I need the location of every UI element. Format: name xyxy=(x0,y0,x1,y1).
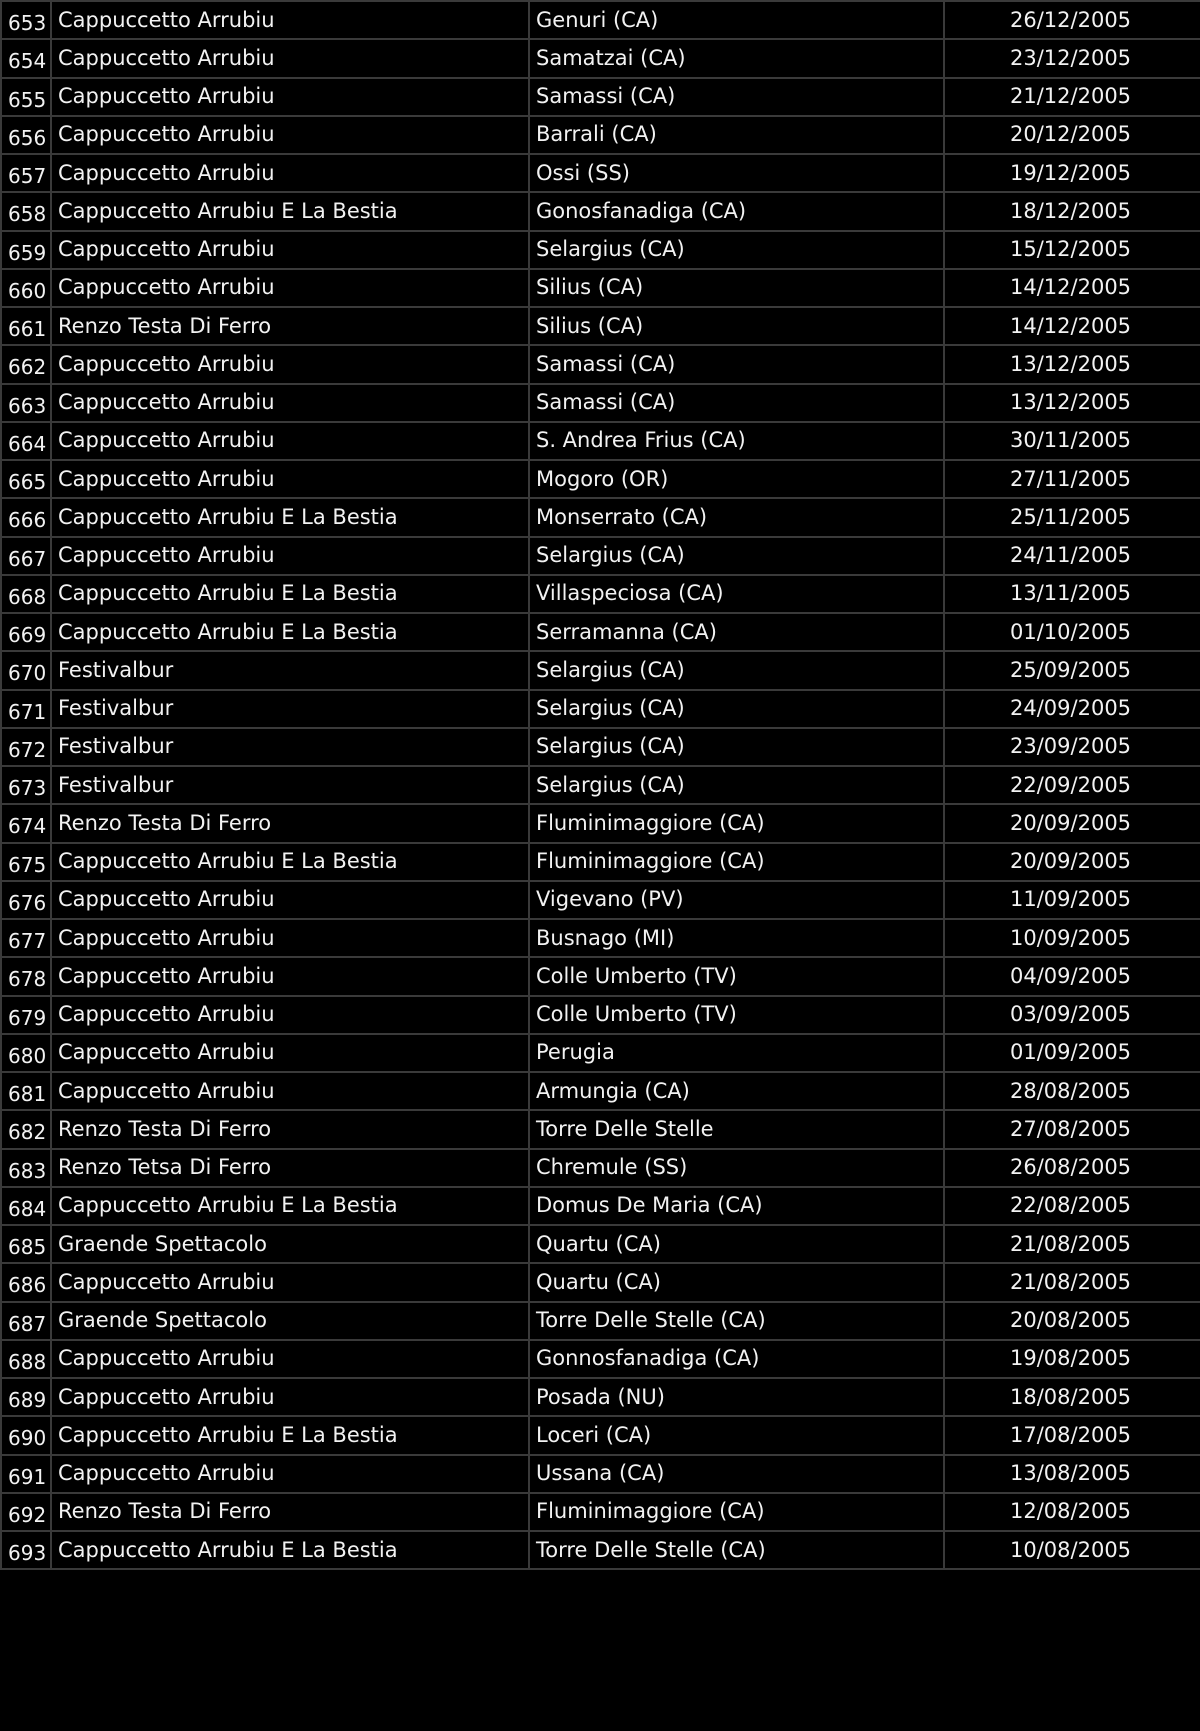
row-number: 692 xyxy=(1,1493,51,1531)
performance-date: 22/09/2005 xyxy=(944,766,1200,804)
row-number: 677 xyxy=(1,919,51,957)
performance-date: 10/08/2005 xyxy=(944,1531,1200,1569)
row-number: 687 xyxy=(1,1302,51,1340)
show-title: Cappuccetto Arrubiu E La Bestia xyxy=(51,1416,529,1454)
show-title: Cappuccetto Arrubiu xyxy=(51,957,529,995)
row-number: 656 xyxy=(1,116,51,154)
venue-location: Fluminimaggiore (CA) xyxy=(529,1493,944,1531)
row-number: 671 xyxy=(1,690,51,728)
table-row xyxy=(1,1416,1200,1454)
performance-date: 19/08/2005 xyxy=(944,1340,1200,1378)
table-row xyxy=(1,728,1200,766)
table-row xyxy=(1,957,1200,995)
show-title: Cappuccetto Arrubiu xyxy=(51,384,529,422)
table-row xyxy=(1,843,1200,881)
show-title: Cappuccetto Arrubiu xyxy=(51,996,529,1034)
row-number: 676 xyxy=(1,881,51,919)
table-row xyxy=(1,1225,1200,1263)
table-row xyxy=(1,192,1200,230)
table-body xyxy=(1,1,1200,1569)
performance-date: 25/09/2005 xyxy=(944,651,1200,689)
venue-location: Genuri (CA) xyxy=(529,1,944,39)
venue-location: Torre Delle Stelle (CA) xyxy=(529,1302,944,1340)
venue-location: Mogoro (OR) xyxy=(529,460,944,498)
performance-date: 14/12/2005 xyxy=(944,307,1200,345)
performance-date: 13/11/2005 xyxy=(944,575,1200,613)
show-title: Cappuccetto Arrubiu xyxy=(51,460,529,498)
row-number: 661 xyxy=(1,307,51,345)
performance-date: 03/09/2005 xyxy=(944,996,1200,1034)
row-number: 664 xyxy=(1,422,51,460)
venue-location: Perugia xyxy=(529,1034,944,1072)
table-row xyxy=(1,919,1200,957)
performance-date: 18/08/2005 xyxy=(944,1378,1200,1416)
performance-date: 28/08/2005 xyxy=(944,1072,1200,1110)
row-number: 684 xyxy=(1,1187,51,1225)
show-title: Cappuccetto Arrubiu xyxy=(51,78,529,116)
show-title: Cappuccetto Arrubiu xyxy=(51,231,529,269)
performance-date: 26/08/2005 xyxy=(944,1149,1200,1187)
performance-date: 11/09/2005 xyxy=(944,881,1200,919)
row-number: 669 xyxy=(1,613,51,651)
performance-date: 20/08/2005 xyxy=(944,1302,1200,1340)
show-title: Cappuccetto Arrubiu xyxy=(51,116,529,154)
row-number: 660 xyxy=(1,269,51,307)
performance-date: 25/11/2005 xyxy=(944,498,1200,536)
row-number: 662 xyxy=(1,345,51,383)
show-title: Graende Spettacolo xyxy=(51,1302,529,1340)
table-row xyxy=(1,1072,1200,1110)
venue-location: Busnago (MI) xyxy=(529,919,944,957)
performance-date: 18/12/2005 xyxy=(944,192,1200,230)
venue-location: Colle Umberto (TV) xyxy=(529,957,944,995)
show-title: Cappuccetto Arrubiu E La Bestia xyxy=(51,192,529,230)
row-number: 683 xyxy=(1,1149,51,1187)
venue-location: Torre Delle Stelle (CA) xyxy=(529,1531,944,1569)
row-number: 681 xyxy=(1,1072,51,1110)
show-title: Cappuccetto Arrubiu xyxy=(51,154,529,192)
row-number: 686 xyxy=(1,1263,51,1301)
row-number: 658 xyxy=(1,192,51,230)
performance-date: 21/08/2005 xyxy=(944,1263,1200,1301)
show-title: Renzo Testa Di Ferro xyxy=(51,1110,529,1148)
table-row xyxy=(1,1,1200,39)
performance-date: 20/09/2005 xyxy=(944,804,1200,842)
performance-date: 27/11/2005 xyxy=(944,460,1200,498)
venue-location: Selargius (CA) xyxy=(529,651,944,689)
venue-location: S. Andrea Frius (CA) xyxy=(529,422,944,460)
table-row xyxy=(1,78,1200,116)
table-row xyxy=(1,1531,1200,1569)
venue-location: Selargius (CA) xyxy=(529,231,944,269)
show-title: Cappuccetto Arrubiu xyxy=(51,422,529,460)
row-number: 654 xyxy=(1,39,51,77)
venue-location: Selargius (CA) xyxy=(529,537,944,575)
show-title: Festivalbur xyxy=(51,651,529,689)
show-title: Cappuccetto Arrubiu xyxy=(51,1263,529,1301)
row-number: 667 xyxy=(1,537,51,575)
venue-location: Samassi (CA) xyxy=(529,345,944,383)
show-title: Cappuccetto Arrubiu xyxy=(51,919,529,957)
performance-date: 21/12/2005 xyxy=(944,78,1200,116)
show-title: Cappuccetto Arrubiu xyxy=(51,39,529,77)
venue-location: Armungia (CA) xyxy=(529,1072,944,1110)
table-row xyxy=(1,613,1200,651)
table-row xyxy=(1,154,1200,192)
row-number: 659 xyxy=(1,231,51,269)
venue-location: Villaspeciosa (CA) xyxy=(529,575,944,613)
show-title: Renzo Testa Di Ferro xyxy=(51,804,529,842)
performance-date: 10/09/2005 xyxy=(944,919,1200,957)
venue-location: Chremule (SS) xyxy=(529,1149,944,1187)
performance-date: 24/09/2005 xyxy=(944,690,1200,728)
row-number: 666 xyxy=(1,498,51,536)
row-number: 672 xyxy=(1,728,51,766)
show-title: Cappuccetto Arrubiu xyxy=(51,1034,529,1072)
performance-date: 30/11/2005 xyxy=(944,422,1200,460)
venue-location: Fluminimaggiore (CA) xyxy=(529,804,944,842)
performance-date: 22/08/2005 xyxy=(944,1187,1200,1225)
row-number: 670 xyxy=(1,651,51,689)
table-row xyxy=(1,1302,1200,1340)
show-title: Cappuccetto Arrubiu xyxy=(51,1340,529,1378)
performance-date: 23/09/2005 xyxy=(944,728,1200,766)
venue-location: Gonosfanadiga (CA) xyxy=(529,192,944,230)
row-number: 674 xyxy=(1,804,51,842)
venue-location: Barrali (CA) xyxy=(529,116,944,154)
venue-location: Ussana (CA) xyxy=(529,1455,944,1493)
row-number: 653 xyxy=(1,1,51,39)
show-title: Cappuccetto Arrubiu E La Bestia xyxy=(51,613,529,651)
performance-date: 04/09/2005 xyxy=(944,957,1200,995)
table-row xyxy=(1,460,1200,498)
row-number: 678 xyxy=(1,957,51,995)
performance-date: 19/12/2005 xyxy=(944,154,1200,192)
show-title: Graende Spettacolo xyxy=(51,1225,529,1263)
show-title: Cappuccetto Arrubiu E La Bestia xyxy=(51,843,529,881)
table-row xyxy=(1,537,1200,575)
table-row xyxy=(1,1455,1200,1493)
venue-location: Selargius (CA) xyxy=(529,690,944,728)
show-title: Renzo Testa Di Ferro xyxy=(51,1493,529,1531)
performance-date: 23/12/2005 xyxy=(944,39,1200,77)
table-row xyxy=(1,231,1200,269)
row-number: 691 xyxy=(1,1455,51,1493)
row-number: 675 xyxy=(1,843,51,881)
performance-date: 01/10/2005 xyxy=(944,613,1200,651)
table-row xyxy=(1,1187,1200,1225)
venue-location: Selargius (CA) xyxy=(529,766,944,804)
table-row xyxy=(1,651,1200,689)
show-title: Renzo Testa Di Ferro xyxy=(51,307,529,345)
show-title: Cappuccetto Arrubiu E La Bestia xyxy=(51,1531,529,1569)
venue-location: Colle Umberto (TV) xyxy=(529,996,944,1034)
table-row xyxy=(1,1378,1200,1416)
performance-date: 24/11/2005 xyxy=(944,537,1200,575)
row-number: 668 xyxy=(1,575,51,613)
row-number: 693 xyxy=(1,1531,51,1569)
show-title: Cappuccetto Arrubiu xyxy=(51,269,529,307)
table-row xyxy=(1,345,1200,383)
show-title: Renzo Tetsa Di Ferro xyxy=(51,1149,529,1187)
row-number: 688 xyxy=(1,1340,51,1378)
table-row xyxy=(1,39,1200,77)
table-row xyxy=(1,766,1200,804)
venue-location: Gonnosfanadiga (CA) xyxy=(529,1340,944,1378)
row-number: 657 xyxy=(1,154,51,192)
performance-date: 13/12/2005 xyxy=(944,384,1200,422)
table-row xyxy=(1,881,1200,919)
show-title: Cappuccetto Arrubiu xyxy=(51,1,529,39)
performance-date: 21/08/2005 xyxy=(944,1225,1200,1263)
table-row xyxy=(1,1340,1200,1378)
show-title: Cappuccetto Arrubiu E La Bestia xyxy=(51,575,529,613)
row-number: 689 xyxy=(1,1378,51,1416)
venue-location: Domus De Maria (CA) xyxy=(529,1187,944,1225)
row-number: 690 xyxy=(1,1416,51,1454)
performance-date: 12/08/2005 xyxy=(944,1493,1200,1531)
row-number: 680 xyxy=(1,1034,51,1072)
table-row xyxy=(1,307,1200,345)
venue-location: Quartu (CA) xyxy=(529,1225,944,1263)
show-title: Cappuccetto Arrubiu E La Bestia xyxy=(51,498,529,536)
row-number: 673 xyxy=(1,766,51,804)
table-row xyxy=(1,575,1200,613)
show-title: Festivalbur xyxy=(51,728,529,766)
show-title: Cappuccetto Arrubiu xyxy=(51,537,529,575)
performance-date: 17/08/2005 xyxy=(944,1416,1200,1454)
venue-location: Ossi (SS) xyxy=(529,154,944,192)
table-row xyxy=(1,116,1200,154)
venue-location: Quartu (CA) xyxy=(529,1263,944,1301)
performance-date: 20/12/2005 xyxy=(944,116,1200,154)
row-number: 685 xyxy=(1,1225,51,1263)
table-row xyxy=(1,1263,1200,1301)
table-row xyxy=(1,1034,1200,1072)
venue-location: Silius (CA) xyxy=(529,307,944,345)
row-number: 682 xyxy=(1,1110,51,1148)
performance-date: 15/12/2005 xyxy=(944,231,1200,269)
venue-location: Fluminimaggiore (CA) xyxy=(529,843,944,881)
performance-date: 20/09/2005 xyxy=(944,843,1200,881)
performance-date: 14/12/2005 xyxy=(944,269,1200,307)
performance-date: 01/09/2005 xyxy=(944,1034,1200,1072)
row-number: 655 xyxy=(1,78,51,116)
row-number: 665 xyxy=(1,460,51,498)
row-number: 663 xyxy=(1,384,51,422)
venue-location: Samassi (CA) xyxy=(529,384,944,422)
row-number: 679 xyxy=(1,996,51,1034)
venue-location: Selargius (CA) xyxy=(529,728,944,766)
table-row xyxy=(1,1493,1200,1531)
venue-location: Samassi (CA) xyxy=(529,78,944,116)
table-row xyxy=(1,422,1200,460)
table-row xyxy=(1,690,1200,728)
venue-location: Posada (NU) xyxy=(529,1378,944,1416)
show-title: Cappuccetto Arrubiu xyxy=(51,1455,529,1493)
performance-date: 26/12/2005 xyxy=(944,1,1200,39)
show-title: Cappuccetto Arrubiu xyxy=(51,345,529,383)
show-title: Cappuccetto Arrubiu xyxy=(51,1072,529,1110)
venue-location: Serramanna (CA) xyxy=(529,613,944,651)
table-row xyxy=(1,804,1200,842)
venue-location: Silius (CA) xyxy=(529,269,944,307)
table-row xyxy=(1,498,1200,536)
performance-date: 13/12/2005 xyxy=(944,345,1200,383)
table-row xyxy=(1,384,1200,422)
show-title: Festivalbur xyxy=(51,690,529,728)
table-row xyxy=(1,1110,1200,1148)
venue-location: Torre Delle Stelle xyxy=(529,1110,944,1148)
show-title: Cappuccetto Arrubiu E La Bestia xyxy=(51,1187,529,1225)
table-row xyxy=(1,996,1200,1034)
venue-location: Samatzai (CA) xyxy=(529,39,944,77)
performance-date: 27/08/2005 xyxy=(944,1110,1200,1148)
show-title: Festivalbur xyxy=(51,766,529,804)
show-title: Cappuccetto Arrubiu xyxy=(51,881,529,919)
venue-location: Monserrato (CA) xyxy=(529,498,944,536)
venue-location: Loceri (CA) xyxy=(529,1416,944,1454)
table-row xyxy=(1,269,1200,307)
table-row xyxy=(1,1149,1200,1187)
performance-date: 13/08/2005 xyxy=(944,1455,1200,1493)
venue-location: Vigevano (PV) xyxy=(529,881,944,919)
show-title: Cappuccetto Arrubiu xyxy=(51,1378,529,1416)
